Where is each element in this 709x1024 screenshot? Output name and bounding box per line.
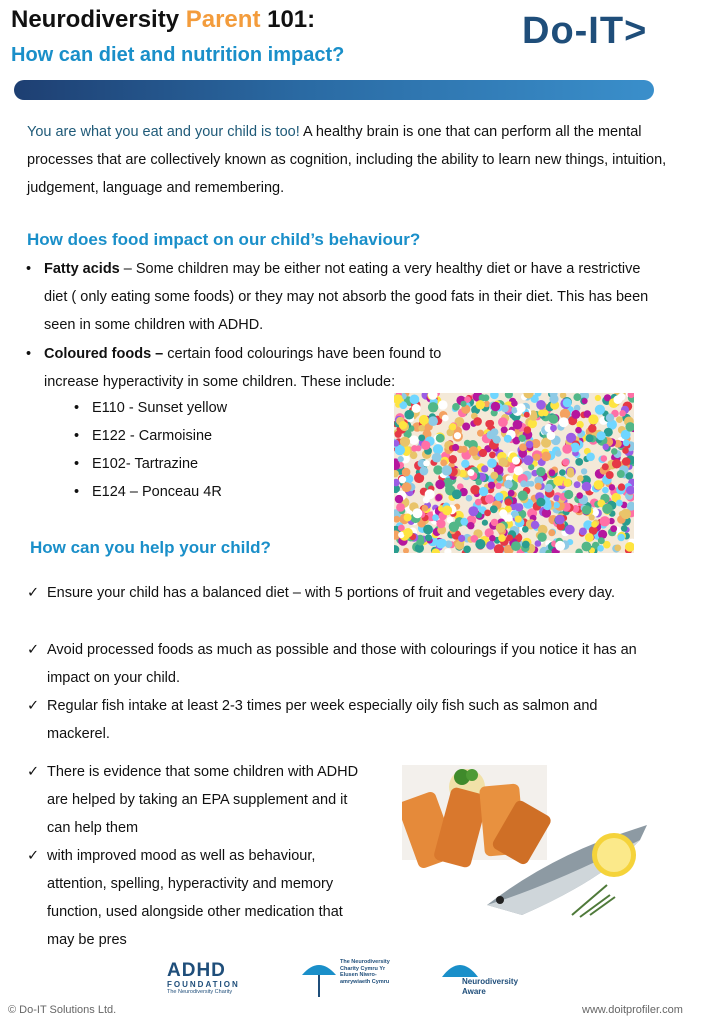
check-item-mood <box>27 842 367 954</box>
intro-body: A healthy brain is one that can perform all the mental processes that are collectively known as cognition, including the ability to learn new things, intuition, judgement, language and remembering. <box>27 124 667 196</box>
adhd-logo-sub: FOUNDATION <box>167 980 240 989</box>
title-accent: Parent <box>185 6 261 33</box>
adhd-logo-text: ADHD <box>167 960 226 981</box>
subitem-e124: • E124 – Ponceau 4R <box>74 484 222 500</box>
check-item-balanced-diet <box>27 579 637 607</box>
checkmark-icon: ✓ <box>27 642 40 658</box>
subitem-e110: • E110 - Sunset yellow <box>74 400 228 416</box>
check-item-epa <box>27 758 367 842</box>
charity-logo-text: The Neurodiversity Charity Cymru Yr Elusen Niwro-amrywiaeth Cymru <box>340 959 390 985</box>
adhd-logo-tag: The Neurodiversity Charity <box>167 989 233 995</box>
title-suffix: 101: <box>260 6 316 33</box>
check-text: There is evidence that some children with ADHD are helped by taking an EPA supplement and it can help them <box>47 764 359 836</box>
intro-paragraph <box>27 118 677 202</box>
do-it-logo: Do-IT> <box>522 10 648 52</box>
adhd-foundation-logo <box>167 960 267 995</box>
title-text: Neurodiversity <box>11 6 186 33</box>
subitem-e102: • E102- Tartrazine <box>74 456 199 472</box>
section-heading-behaviour: How does food impact on our child’s behaviour? <box>27 230 421 249</box>
umbrella-icon <box>300 955 338 1000</box>
subitem-text: E122 - Carmoisine <box>92 428 213 444</box>
subitem-text: E110 - Sunset yellow <box>92 400 228 416</box>
subitem-e122: • E122 - Carmoisine <box>74 428 213 444</box>
bullet-fatty-acids <box>26 255 666 339</box>
sprinkles-image <box>394 393 634 553</box>
bullet-dot: • <box>26 346 32 362</box>
check-item-fish-intake <box>27 692 647 748</box>
bullet-bold: Fatty acids <box>44 261 120 277</box>
check-item-processed-foods <box>27 636 642 692</box>
check-text: Avoid processed foods as much as possible and those with colourings if you notice it has an impact on your child. <box>47 642 637 686</box>
checkmark-icon: ✓ <box>27 585 40 601</box>
checkmark-icon: ✓ <box>27 848 40 864</box>
bullet-coloured-foods <box>26 340 666 396</box>
subitem-text: E124 – Ponceau 4R <box>92 484 222 500</box>
nd-aware-text: Neurodiversity Aware <box>462 977 519 996</box>
fish-fingers-image <box>402 765 652 935</box>
subitem-text: E102- Tartrazine <box>92 456 199 472</box>
checkmark-icon: ✓ <box>27 698 40 714</box>
check-text: with improved mood as well as behaviour, attention, spelling, hyperactivity and memory function, used alongside other medication that may be pres <box>47 848 343 948</box>
bullet-dot: • <box>26 261 32 277</box>
check-text: Ensure your child has a balanced diet – with 5 portions of fruit and vegetables every day. <box>47 585 615 601</box>
footer-copyright: © Do-IT Solutions Ltd. <box>8 1004 117 1016</box>
footer-url[interactable]: www.doitprofiler.com <box>582 1004 683 1016</box>
section-heading-help: How can you help your child? <box>30 538 271 557</box>
checkmark-icon: ✓ <box>27 764 40 780</box>
page-title <box>11 6 315 34</box>
bullet-text: certain food colourings have been found to increase hyperactivity in some children. These include: <box>44 346 442 390</box>
bullet-text: – Some children may be either not eating a very healthy diet or have a restrictive diet ( only eating some foods) or they may not absorb the good fats in their diet. This has been seen in some children with ADHD. <box>44 261 649 333</box>
bullet-bold: Coloured foods – <box>44 346 164 362</box>
page-subtitle: How can diet and nutrition impact? <box>11 44 345 66</box>
header-bar <box>14 80 654 100</box>
neurodiversity-charity-cymru-logo <box>300 955 400 1000</box>
check-text: Regular fish intake at least 2-3 times per week especially oily fish such as salmon and mackerel. <box>47 698 598 742</box>
neurodiversity-aware-logo <box>440 955 540 1000</box>
intro-lead: You are what you eat and your child is too! <box>27 124 300 140</box>
